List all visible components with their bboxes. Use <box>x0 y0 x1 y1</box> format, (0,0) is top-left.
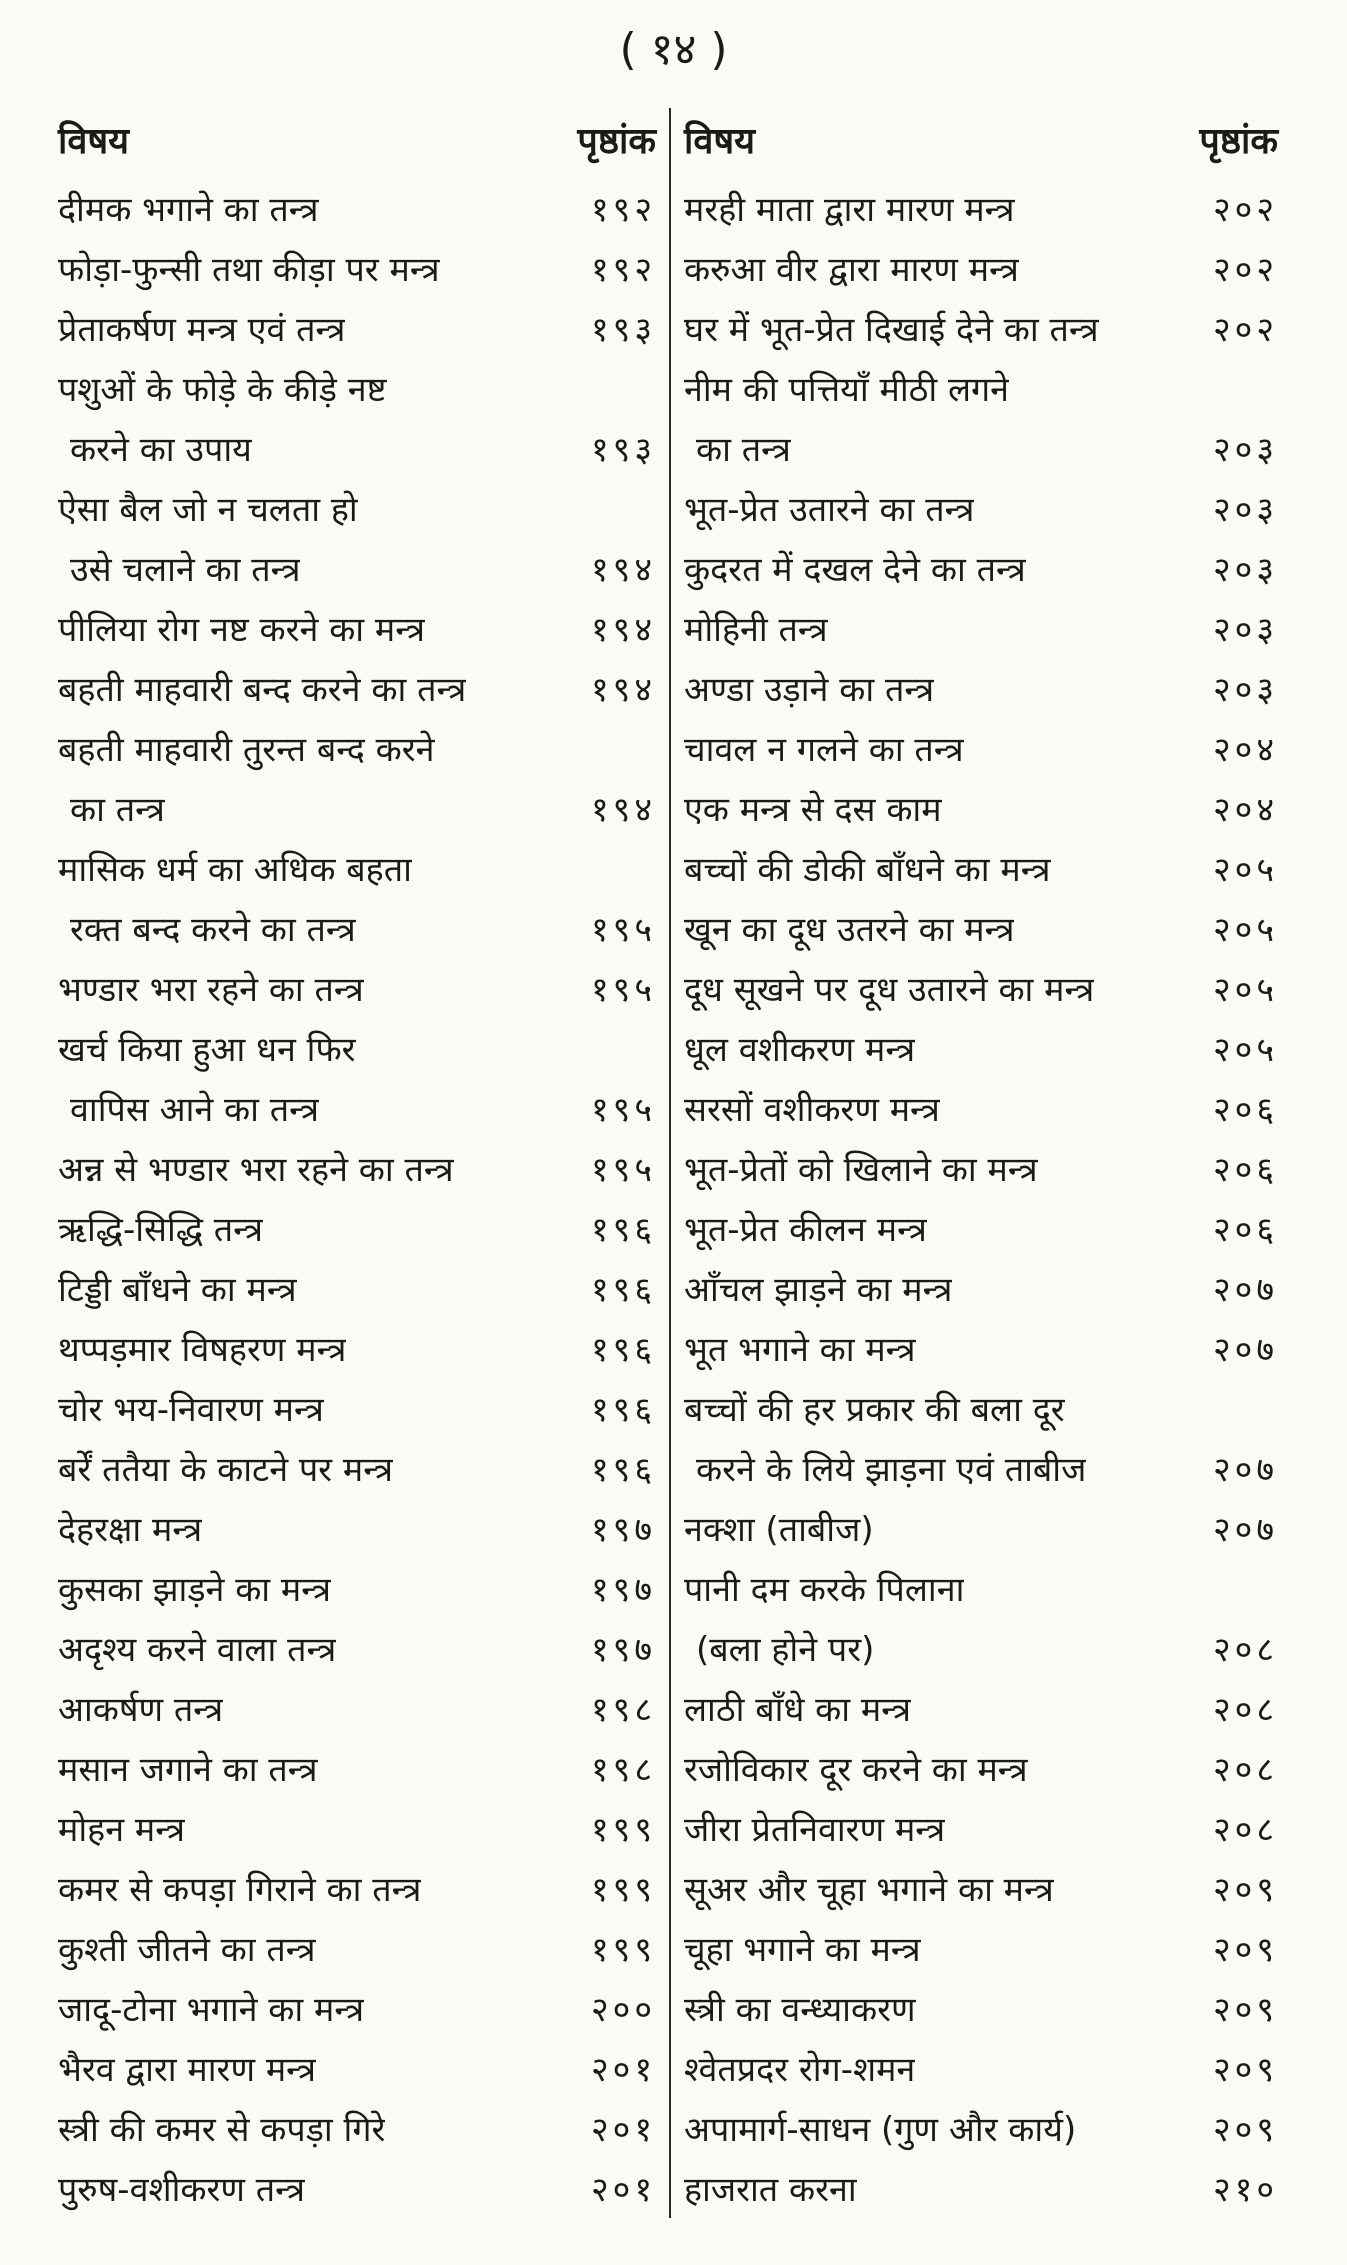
entry-title: बच्चों की हर प्रकार की बला दूर <box>684 1390 1065 1430</box>
entry-title: सरसों वशीकरण मन्त्र <box>684 1090 940 1130</box>
left-column-header <box>58 110 656 168</box>
entry-page-number: २०२ <box>1212 190 1278 230</box>
index-entry <box>58 420 656 480</box>
entry-page-number: १९६ <box>590 1270 656 1310</box>
entry-page-number: १९२ <box>590 190 656 230</box>
index-entry <box>684 480 1278 540</box>
entry-page-number: २०८ <box>1212 1750 1278 1790</box>
entry-title: बहती माहवारी तुरन्त बन्द करने <box>58 730 435 770</box>
entry-title: पुरुष-वशीकरण तन्त्र <box>58 2170 305 2210</box>
index-entry <box>684 540 1278 600</box>
entry-title: लाठी बाँधे का मन्त्र <box>684 1690 912 1730</box>
entry-title: फोड़ा-फुन्सी तथा कीड़ा पर मन्त्र <box>58 250 440 290</box>
index-entry <box>684 1800 1278 1860</box>
index-entry <box>58 900 656 960</box>
index-entry <box>684 1200 1278 1260</box>
index-entry <box>58 180 656 240</box>
entry-title: मसान जगाने का तन्त्र <box>58 1750 318 1790</box>
entry-title: करुआ वीर द्वारा मारण मन्त्र <box>684 250 1019 290</box>
index-entry <box>684 1560 1278 1620</box>
index-entry <box>58 360 656 420</box>
left-entry-list <box>58 180 656 2220</box>
entry-page-number: २०७ <box>1212 1330 1278 1370</box>
index-entry <box>58 240 656 300</box>
entry-title: दूध सूखने पर दूध उतारने का मन्त्र <box>684 970 1095 1010</box>
entry-title: नीम की पत्तियाँ मीठी लगने <box>684 370 1010 410</box>
entry-title: हाजरात करना <box>684 2170 857 2210</box>
entry-page-number: २०२ <box>1212 310 1278 350</box>
index-entry <box>684 1980 1278 2040</box>
entry-title: देहरक्षा मन्त्र <box>58 1510 203 1550</box>
index-entry <box>58 840 656 900</box>
entry-title: कमर से कपड़ा गिराने का तन्त्र <box>58 1870 422 1910</box>
entry-page-number: १९९ <box>590 1870 656 1910</box>
index-entry <box>684 1440 1278 1500</box>
entry-page-number: १९७ <box>590 1630 656 1670</box>
entry-page-number: १९४ <box>590 550 656 590</box>
entry-title: रजोविकार दूर करने का मन्त्र <box>684 1750 1028 1790</box>
entry-title: धूल वशीकरण मन्त्र <box>684 1030 916 1070</box>
entry-title: टिड्डी बाँधने का मन्त्र <box>58 1270 297 1310</box>
entry-title: अपामार्ग-साधन (गुण और कार्य) <box>684 2110 1077 2150</box>
entry-page-number: २०२ <box>1212 250 1278 290</box>
entry-page-number: १९४ <box>590 610 656 650</box>
entry-title: थप्पड़मार विषहरण मन्त्र <box>58 1330 347 1370</box>
index-entry <box>58 660 656 720</box>
entry-page-number: १९४ <box>590 670 656 710</box>
entry-title: (बला होने पर) <box>696 1630 875 1670</box>
entry-title: बहती माहवारी बन्द करने का तन्त्र <box>58 670 467 710</box>
index-entry <box>58 480 656 540</box>
entry-title: चूहा भगाने का मन्त्र <box>684 1930 921 1970</box>
entry-title: उसे चलाने का तन्त्र <box>70 550 301 590</box>
index-entry <box>684 300 1278 360</box>
entry-page-number: २०८ <box>1212 1810 1278 1850</box>
index-entry <box>684 180 1278 240</box>
entry-title: बर्रें ततैया के काटने पर मन्त्र <box>58 1450 394 1490</box>
entry-title: भैरव द्वारा मारण मन्त्र <box>58 2050 316 2090</box>
entry-page-number: २०७ <box>1212 1450 1278 1490</box>
index-entry <box>58 2040 656 2100</box>
entry-page-number: २०९ <box>1212 1930 1278 1970</box>
entry-title: भूत-प्रेतों को खिलाने का मन्त्र <box>684 1150 1038 1190</box>
entry-title: कुश्ती जीतने का तन्त्र <box>58 1930 316 1970</box>
index-entry <box>58 1920 656 1980</box>
entry-page-number: २०३ <box>1212 430 1278 470</box>
entry-page-number: २०३ <box>1212 610 1278 650</box>
entry-page-number: १९६ <box>590 1330 656 1370</box>
entry-title: रक्त बन्द करने का तन्त्र <box>70 910 356 950</box>
entry-title: का तन्त्र <box>696 430 791 470</box>
entry-page-number: २०८ <box>1212 1630 1278 1670</box>
entry-title: भूत-प्रेत कीलन मन्त्र <box>684 1210 927 1250</box>
index-entry <box>684 1320 1278 1380</box>
index-entry <box>58 1800 656 1860</box>
index-entry <box>684 600 1278 660</box>
index-entry <box>58 1500 656 1560</box>
entry-page-number: २०४ <box>1212 790 1278 830</box>
index-entry <box>684 840 1278 900</box>
index-entry <box>684 1140 1278 1200</box>
entry-page-number: २०५ <box>1212 850 1278 890</box>
index-entry <box>58 1680 656 1740</box>
subject-heading: विषय <box>684 120 756 162</box>
entry-page-number: २०१ <box>590 2110 656 2150</box>
entry-title: श्वेतप्रदर रोग-शमन <box>684 2050 916 2090</box>
index-entry <box>58 1560 656 1620</box>
entry-title: का तन्त्र <box>70 790 165 830</box>
entry-page-number: २०५ <box>1212 970 1278 1010</box>
entry-title: नक्शा (ताबीज) <box>684 1510 874 1550</box>
entry-page-number: २०१ <box>590 2050 656 2090</box>
entry-page-number: २०९ <box>1212 2110 1278 2150</box>
entry-page-number: २०५ <box>1212 1030 1278 1070</box>
index-entry <box>684 2040 1278 2100</box>
index-entry <box>684 420 1278 480</box>
entry-page-number: १९७ <box>590 1510 656 1550</box>
entry-page-number: १९५ <box>590 970 656 1010</box>
entry-page-number: २०९ <box>1212 1870 1278 1910</box>
index-entry <box>684 1920 1278 1980</box>
index-entry <box>684 720 1278 780</box>
left-column <box>58 110 656 2220</box>
entry-page-number: १९५ <box>590 1150 656 1190</box>
index-entry <box>684 1860 1278 1920</box>
right-column-header <box>684 110 1278 168</box>
entry-title: वापिस आने का तन्त्र <box>70 1090 319 1130</box>
entry-title: कुसका झाड़ने का मन्त्र <box>58 1570 332 1610</box>
index-entry <box>58 780 656 840</box>
entry-page-number: १९२ <box>590 250 656 290</box>
entry-title: खर्च किया हुआ धन फिर <box>58 1030 356 1070</box>
entry-title: अन्न से भण्डार भरा रहने का तन्त्र <box>58 1150 454 1190</box>
entry-page-number: २०६ <box>1212 1150 1278 1190</box>
index-entry <box>684 240 1278 300</box>
entry-title: बच्चों की डोकी बाँधने का मन्त्र <box>684 850 1051 890</box>
index-entry <box>58 720 656 780</box>
page-number: ( १४ ) <box>619 24 728 75</box>
entry-page-number: २०७ <box>1212 1270 1278 1310</box>
entry-title: मोहन मन्त्र <box>58 1810 186 1850</box>
index-entry <box>58 540 656 600</box>
index-entry <box>58 1320 656 1380</box>
page-heading: पृष्ठांक <box>1199 120 1278 162</box>
index-entry <box>58 1260 656 1320</box>
index-entry <box>58 600 656 660</box>
index-entry <box>58 1980 656 2040</box>
entry-page-number: १९९ <box>590 1930 656 1970</box>
index-entry <box>58 1860 656 1920</box>
entry-title: भण्डार भरा रहने का तन्त्र <box>58 970 364 1010</box>
entry-title: जादू-टोना भगाने का मन्त्र <box>58 1990 365 2030</box>
index-entry <box>684 2160 1278 2220</box>
entry-title: एक मन्त्र से दस काम <box>684 790 942 830</box>
index-entry <box>58 1080 656 1140</box>
index-entry <box>684 660 1278 720</box>
entry-page-number: २०६ <box>1212 1210 1278 1250</box>
entry-title: अण्डा उड़ाने का तन्त्र <box>684 670 935 710</box>
entry-title: घर में भूत-प्रेत दिखाई देने का तन्त्र <box>684 310 1099 350</box>
index-entry <box>58 1200 656 1260</box>
index-entry <box>684 360 1278 420</box>
entry-page-number: १९८ <box>590 1750 656 1790</box>
entry-title: आकर्षण तन्त्र <box>58 1690 224 1730</box>
index-entry <box>684 960 1278 1020</box>
entry-title: कुदरत में दखल देने का तन्त्र <box>684 550 1026 590</box>
entry-title: प्रेताकर्षण मन्त्र एवं तन्त्र <box>58 310 346 350</box>
entry-page-number: १९८ <box>590 1690 656 1730</box>
right-entry-list <box>684 180 1278 2220</box>
entry-title: चोर भय-निवारण मन्त्र <box>58 1390 324 1430</box>
index-entry <box>58 1440 656 1500</box>
column-divider <box>669 108 671 2218</box>
entry-page-number: १९५ <box>590 1090 656 1130</box>
index-entry <box>58 300 656 360</box>
entry-page-number: १९६ <box>590 1210 656 1250</box>
entry-title: पशुओं के फोड़े के कीड़े नष्ट <box>58 370 387 410</box>
entry-page-number: २०१ <box>590 2170 656 2210</box>
entry-page-number: १९६ <box>590 1450 656 1490</box>
index-entry <box>684 1740 1278 1800</box>
entry-page-number: १९९ <box>590 1810 656 1850</box>
entry-title: स्त्री की कमर से कपड़ा गिरे <box>58 2110 386 2150</box>
right-column <box>684 110 1278 2220</box>
page-heading: पृष्ठांक <box>577 120 656 162</box>
index-entry <box>684 1380 1278 1440</box>
entry-title: खून का दूध उतरने का मन्त्र <box>684 910 1015 950</box>
entry-title: मरही माता द्वारा मारण मन्त्र <box>684 190 1015 230</box>
entry-title: मोहिनी तन्त्र <box>684 610 828 650</box>
entry-title: करने का उपाय <box>70 430 252 470</box>
entry-page-number: २०३ <box>1212 490 1278 530</box>
entry-page-number: १९६ <box>590 1390 656 1430</box>
entry-page-number: २०८ <box>1212 1690 1278 1730</box>
entry-page-number: २०९ <box>1212 1990 1278 2030</box>
entry-page-number: १९३ <box>590 310 656 350</box>
index-entry <box>58 2160 656 2220</box>
entry-page-number: २०३ <box>1212 550 1278 590</box>
entry-title: ऋद्धि-सिद्धि तन्त्र <box>58 1210 264 1250</box>
entry-title: सूअर और चूहा भगाने का मन्त्र <box>684 1870 1054 1910</box>
index-entry <box>684 1500 1278 1560</box>
entry-title: ऐसा बैल जो न चलता हो <box>58 490 358 530</box>
index-entry <box>684 780 1278 840</box>
index-entry <box>684 1080 1278 1140</box>
entry-title: पानी दम करके पिलाना <box>684 1570 965 1610</box>
entry-title: चावल न गलने का तन्त्र <box>684 730 964 770</box>
entry-title: मासिक धर्म का अधिक बहता <box>58 850 412 890</box>
entry-page-number: १९५ <box>590 910 656 950</box>
entry-page-number: २०६ <box>1212 1090 1278 1130</box>
entry-title: जीरा प्रेतनिवारण मन्त्र <box>684 1810 946 1850</box>
entry-title: भूत भगाने का मन्त्र <box>684 1330 916 1370</box>
entry-page-number: २०७ <box>1212 1510 1278 1550</box>
entry-title: आँचल झाड़ने का मन्त्र <box>684 1270 953 1310</box>
index-entry <box>684 2100 1278 2160</box>
entry-title: करने के लिये झाड़ना एवं ताबीज <box>696 1450 1087 1490</box>
index-entry <box>684 1020 1278 1080</box>
entry-page-number: १९३ <box>590 430 656 470</box>
entry-page-number: १९७ <box>590 1570 656 1610</box>
index-entry <box>58 1380 656 1440</box>
index-entry <box>58 1020 656 1080</box>
entry-title: पीलिया रोग नष्ट करने का मन्त्र <box>58 610 426 650</box>
entry-title: दीमक भगाने का तन्त्र <box>58 190 319 230</box>
entry-page-number: २०० <box>590 1990 656 2030</box>
entry-page-number: २०९ <box>1212 2050 1278 2090</box>
entry-title: स्त्री का वन्ध्याकरण <box>684 1990 916 2030</box>
index-entry <box>58 960 656 1020</box>
entry-page-number: २०५ <box>1212 910 1278 950</box>
entry-page-number: २०३ <box>1212 670 1278 710</box>
entry-page-number: २१० <box>1212 2170 1278 2210</box>
index-entry <box>58 2100 656 2160</box>
index-entry <box>58 1620 656 1680</box>
index-entry <box>58 1140 656 1200</box>
entry-title: अदृश्य करने वाला तन्त्र <box>58 1630 337 1670</box>
index-entry <box>58 1740 656 1800</box>
index-entry <box>684 1680 1278 1740</box>
index-entry <box>684 1260 1278 1320</box>
entry-page-number: १९४ <box>590 790 656 830</box>
subject-heading: विषय <box>58 120 130 162</box>
index-entry <box>684 1620 1278 1680</box>
index-entry <box>684 900 1278 960</box>
entry-page-number: २०४ <box>1212 730 1278 770</box>
entry-title: भूत-प्रेत उतारने का तन्त्र <box>684 490 975 530</box>
